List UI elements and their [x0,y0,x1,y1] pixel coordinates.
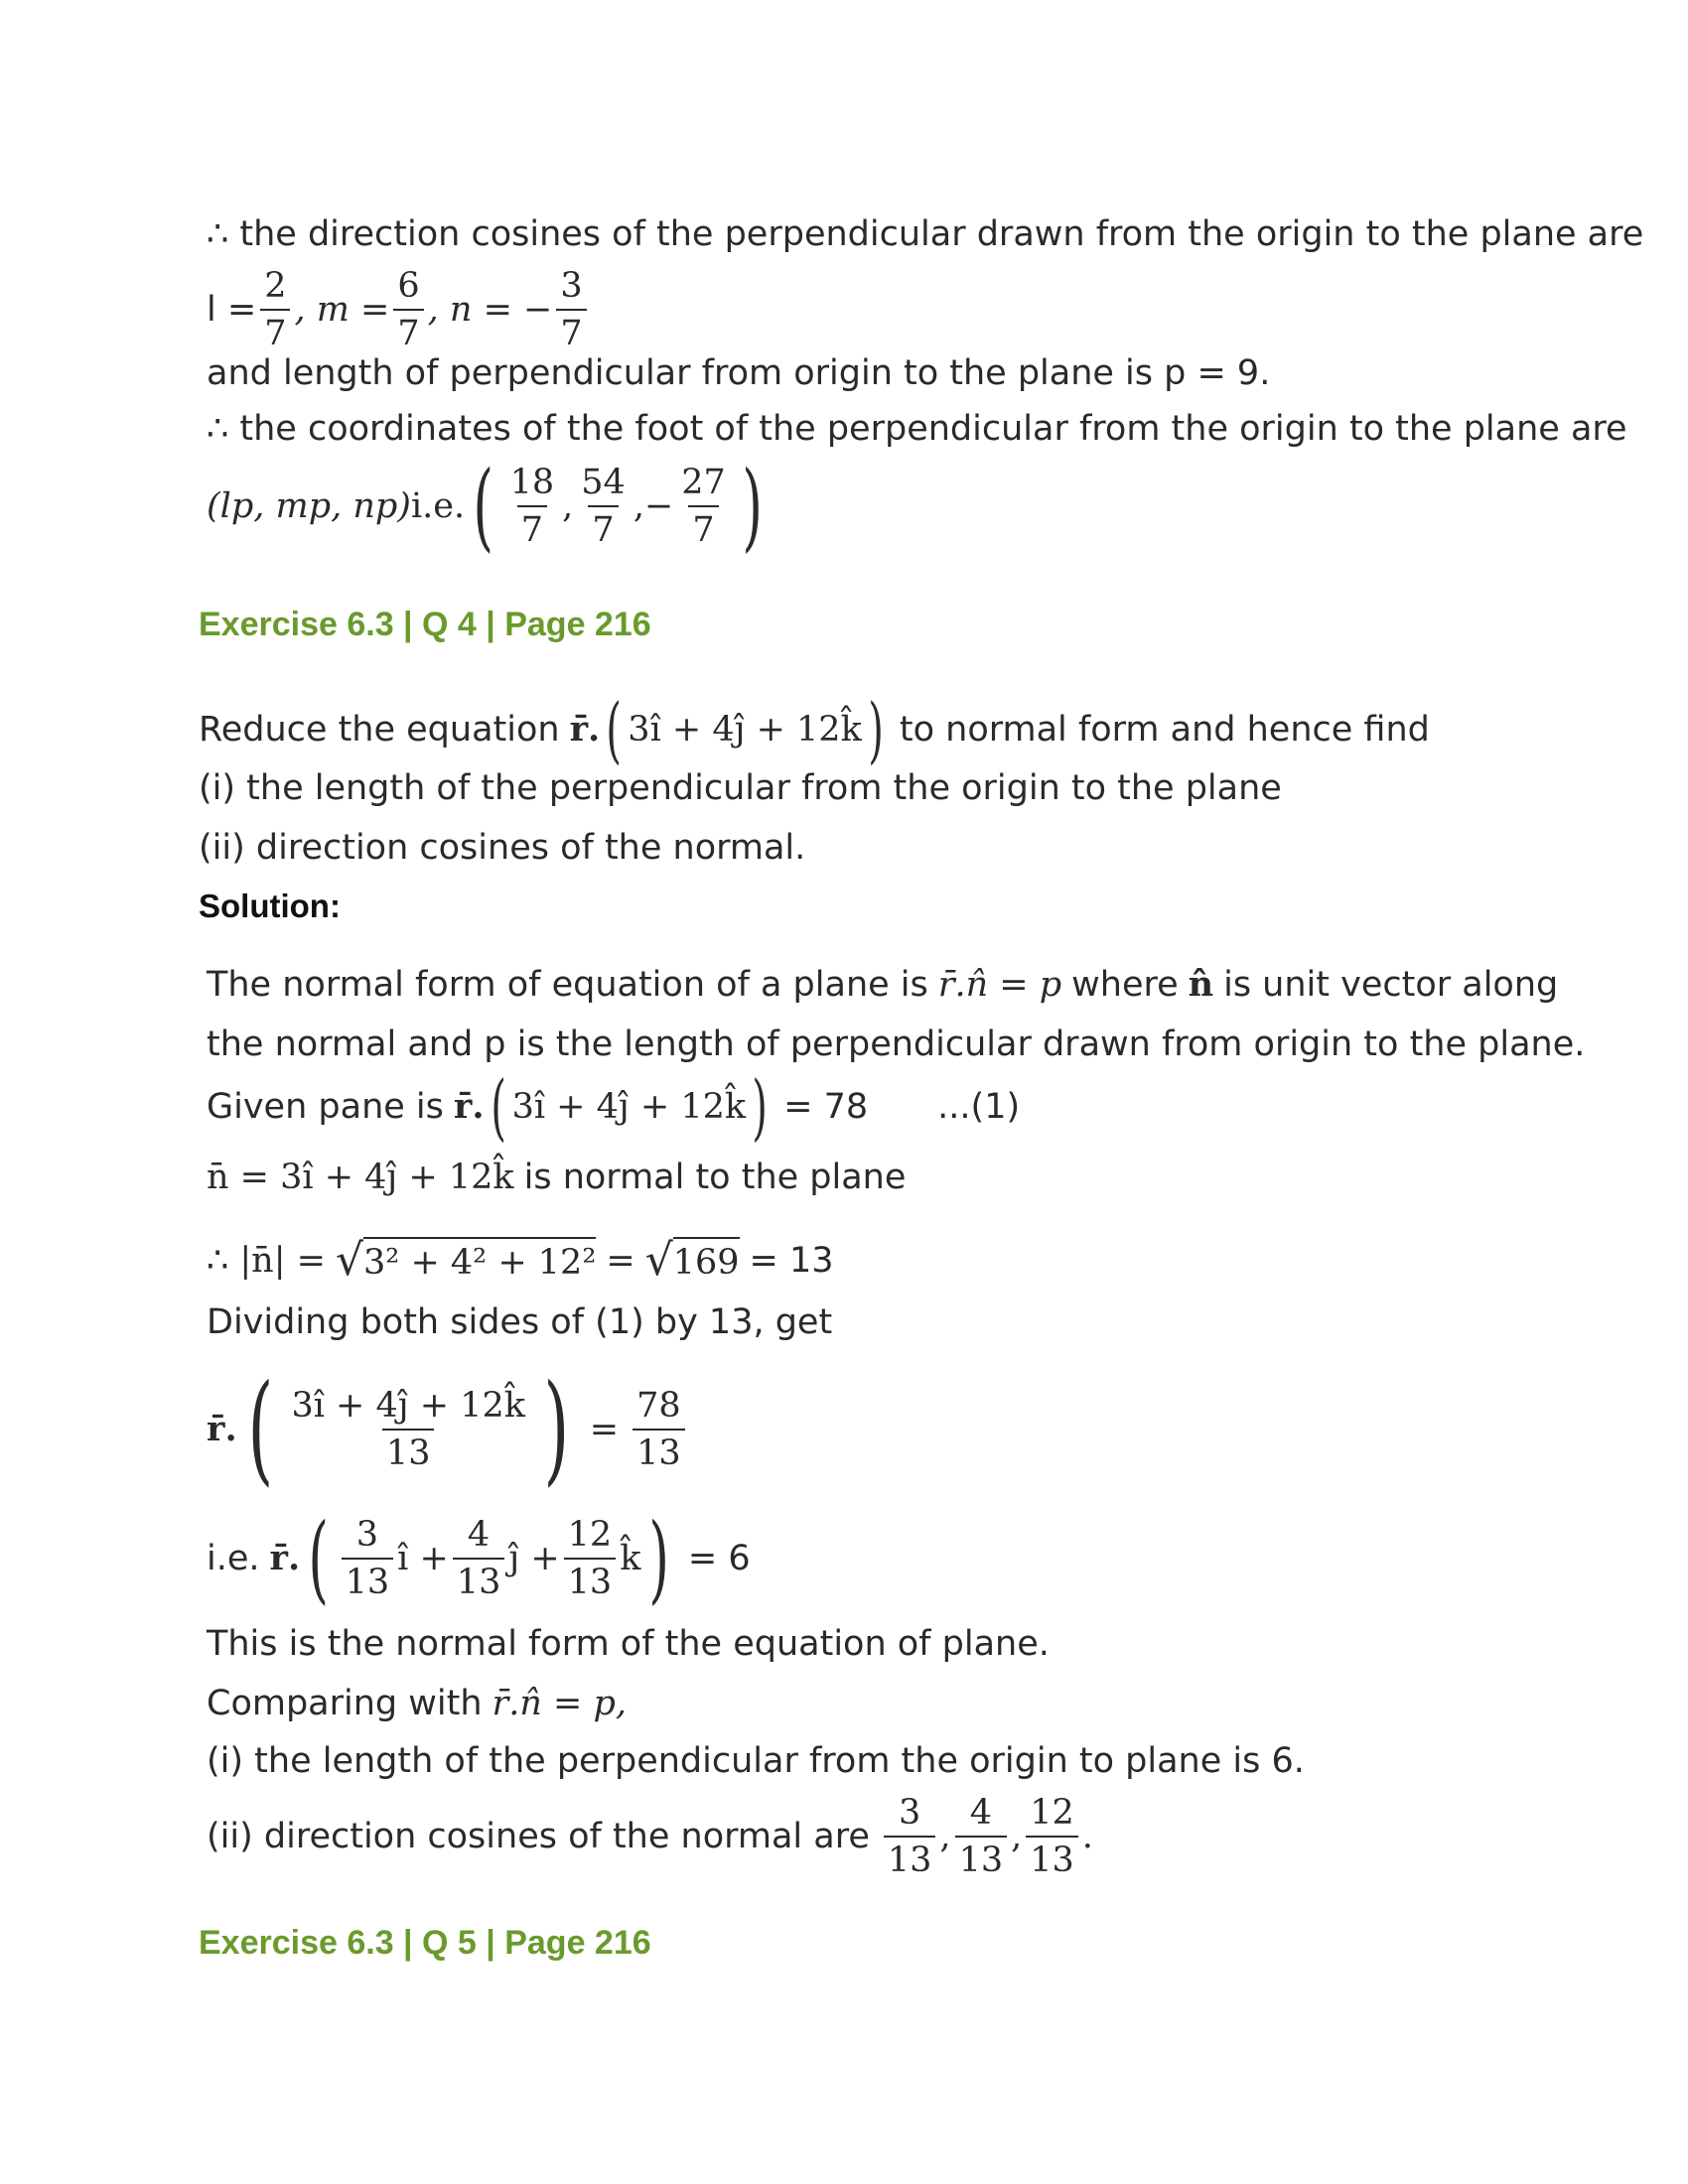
divided-equation-line: r̄. ( $\frac{3î + 4ĵ + 12k̂}{13}$ ) = $\frac{78}{13}$ [207,1370,689,1489]
r-vector: r̄. [207,1409,237,1449]
question-prefix: Reduce the equation [199,710,560,750]
foot-coordinates-line: (lp, mp, np) i.e. ( $\frac{18}{7}$ , $\frac{54}{7}$ , − $\frac{27}{7}$ ) [207,451,763,562]
equals-sign: = [589,1410,620,1449]
fraction: $\frac{12}{13}$ [1026,1790,1078,1883]
text-line [207,1156,906,1199]
text-line [207,407,1627,451]
exercise-heading: Exercise 6.3 | Q 5 | Page 216 [199,1924,651,1962]
solution-text: Given pane is [207,1087,444,1127]
normal-form-equation: r̄.n̂ = p, [492,1684,628,1723]
solution-text: This is the normal form of the equation of plane. [207,1624,1050,1664]
solution-text: = 78 [783,1087,869,1127]
fraction: $\frac{78}{13}$ [633,1383,685,1476]
answer-part-ii: (ii) direction cosines of the normal are [207,1817,870,1856]
fraction: $\frac{3}{13}$ [342,1512,394,1605]
equals-sign: = [606,1241,635,1281]
solution-text: is normal to the plane [523,1158,907,1197]
solution-text: = 6 [687,1539,751,1578]
question-line: Reduce the equation r̄. ( 3î + 4ĵ + 12k̂ ) to normal form and hence find [199,688,1430,771]
text-line [207,212,1643,256]
fraction: $\frac{4}{13}$ [453,1512,505,1605]
ie-label: i.e. [410,486,466,526]
fraction: $\frac{3}{7}$ [556,263,586,356]
dc-values-line [207,260,591,359]
ie-label: i.e. [207,1539,260,1578]
question-part-ii: (ii) direction cosines of the normal. [199,828,806,868]
solution-text: the normal and p is the length of perpendicular drawn from origin to the plane. [207,1024,1586,1064]
question-part [199,826,805,870]
given-plane-line: Given pane is r̄. ( 3î + 4ĵ + 12k̂ ) = 78 ...(1) [207,1065,1021,1149]
r-vector: r̄. [269,1538,301,1578]
sqrt-icon: √ [644,1235,673,1286]
fraction: $\frac{2}{7}$ [260,263,290,356]
fraction: $\frac{27}{7}$ [677,460,730,553]
unit-k: k̂ [620,1539,641,1578]
unit-normal: n̂ [1188,964,1214,1005]
text-line [207,1622,1050,1666]
unit-equation-line: i.e. r̄. ( $\frac{3}{13}$ î + $\frac{4}{13}$ ĵ + $\frac{12}{13}$ k̂ ) = 6 [207,1503,751,1614]
solution-text: Comparing with [207,1684,483,1723]
left-paren: ( [473,451,494,562]
r-vector: r̄. [569,709,601,750]
lp-expression: (lp, mp, np) [207,486,411,526]
solution-text: = 13 [749,1241,834,1281]
text-line [207,1682,627,1725]
question-suffix: to normal form and hence find [899,710,1430,750]
fraction: $\frac{3î + 4ĵ + 12k̂}{13}$ [287,1383,528,1476]
unit-j: ĵ + [508,1539,560,1578]
question-part [199,766,1282,810]
fraction: $\frac{6}{7}$ [393,263,423,356]
fraction: $\frac{4}{13}$ [955,1790,1008,1883]
text-line [207,351,1270,395]
normal-vector-equation: n̄ = 3î + 4ĵ + 12k̂ [207,1158,514,1197]
solution-text: The normal form of equation of a plane is [207,965,928,1005]
text-line [207,1023,1585,1066]
normal-expression: 3î + 4ĵ + 12k̂ [511,1087,747,1127]
text-line [207,963,1558,1007]
period: . [1081,1817,1093,1856]
unit-i: î + [397,1539,449,1578]
normal-form-equation: r̄.n̂ = p [937,965,1062,1005]
exercise-heading: Exercise 6.3 | Q 4 | Page 216 [199,606,651,643]
answer-part-ii-line: (ii) direction cosines of the normal are $\frac{3}{13}$ , $\frac{4}{13}$ , $\frac{12}{13}$ . [207,1787,1093,1886]
question-part-i: (i) the length of the perpendicular from the origin to the plane [199,768,1282,808]
text-line [207,1739,1305,1783]
solution-text: where [1071,965,1179,1005]
sqrt-icon: √ [335,1235,364,1286]
solution-text: Dividing both sides of (1) by 13, get [207,1302,833,1342]
answer-part-i: (i) the length of the perpendicular from the origin to plane is 6. [207,1741,1305,1781]
fraction: $\frac{18}{7}$ [506,460,559,553]
minus-sign: − [643,486,674,526]
normal-expression: 3î + 4ĵ + 12k̂ [628,710,862,750]
l-label: l = [207,290,257,330]
solution-text: is unit vector along [1223,965,1559,1005]
magnitude-line [207,1237,834,1285]
foot-intro: ∴ the coordinates of the foot of the perpendicular from the origin to the plane are [207,409,1627,449]
text-line [207,1300,832,1344]
r-vector: r̄. [453,1086,485,1127]
n-label: , n = − [427,290,553,330]
right-paren: ) [742,451,763,562]
dc-intro: ∴ the direction cosines of the perpendicular drawn from the origin to the plane are [207,214,1644,254]
solution-label: Solution: [199,887,341,924]
perpendicular-length: and length of perpendicular from origin to the plane is p = 9. [207,353,1271,393]
fraction: $\frac{3}{13}$ [884,1790,936,1883]
equation-tag: ...(1) [937,1087,1021,1127]
m-label: , m = [294,290,390,330]
fraction: $\frac{12}{13}$ [564,1512,617,1605]
magnitude-label: ∴ |n̄| = [207,1241,326,1281]
radicand: 3² + 4² + 12² [363,1237,596,1285]
radicand: 169 [673,1237,740,1285]
fraction: $\frac{54}{7}$ [577,460,630,553]
